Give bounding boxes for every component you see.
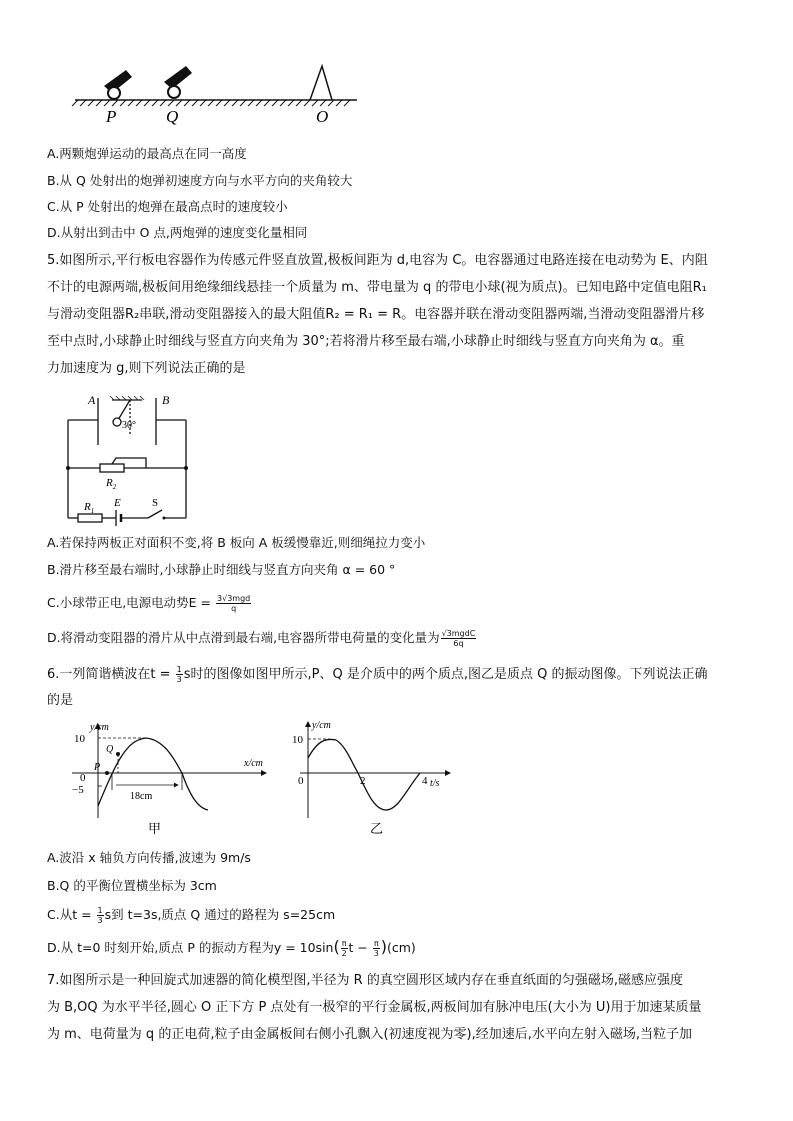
- r2-label: $R_2$: [106, 477, 117, 491]
- jia-y10: 10: [74, 733, 85, 745]
- q5-option-c: C.小球带正电,电源电动势E = $\frac{\text{3√3mgd}}{q}$: [47, 594, 251, 613]
- q4-option-c: C.从 P 处射出的炮弹在最高点时的速度较小: [47, 199, 288, 214]
- q6-option-c: C.从t = $\frac{1}{3}$ s到 t=3s,质点 Q 通过的路程为 s=25cm: [47, 906, 336, 925]
- q5-option-d: D.将滑动变阻器的滑片从中点滑到最右端,电容器所带电荷量的变化量为 $\frac{\text{√3mgdC}}{6q}$: [47, 629, 476, 648]
- e-label: E: [114, 497, 121, 509]
- jia-ym5: −5: [72, 784, 84, 796]
- label-q: Q: [166, 107, 179, 126]
- yi-y10: 10: [292, 734, 303, 746]
- jia-span: 18cm: [130, 791, 153, 802]
- q6-option-a: A.波沿 x 轴负方向传播,波速为 9m/s: [47, 850, 251, 865]
- r1-label: $R_1$: [84, 501, 95, 515]
- jia-label-q: Q: [106, 744, 114, 755]
- q4-option-d: D.从射出到击中 O 点,两炮弹的速度变化量相同: [47, 225, 308, 240]
- q5-option-b: B.滑片移至最右端时,小球静止时细线与竖直方向夹角 α = 60 °: [47, 562, 396, 577]
- s-label: S: [152, 497, 159, 509]
- jia-xlabel: x/cm: [244, 758, 263, 769]
- vibration-figure-yi: [290, 718, 460, 840]
- cannon-q-icon: [164, 66, 192, 98]
- q4-option-a: A.两颗炮弹运动的最高点在同一高度: [47, 146, 247, 161]
- label-p: P: [106, 107, 117, 126]
- yi-xlabel: t/s: [430, 778, 440, 789]
- yi-t2: 2: [360, 775, 366, 787]
- yi-t4: 4: [422, 775, 428, 787]
- q5-option-a: A.若保持两板正对面积不变,将 B 板向 A 板缓慢靠近,则细绳拉力变小: [47, 535, 426, 550]
- wave-figure-jia: [68, 718, 278, 840]
- q5-stem-line-5: 力加速度为 g,则下列说法正确的是: [47, 361, 246, 376]
- q7-stem-line-1: 7.如图所示是一种回旋式加速器的简化模型图,半径为 R 的真空圆形区域内存在垂直纸面的匀强磁场,磁感应强度: [47, 973, 683, 988]
- q6-stem-line-1: 6.一列简谐横波在t = $\frac{1}{3}$ s时的图像如图甲所示,P、Q 是介质中的两个质点,图乙是质点 Q 的振动图像。下列说法正确: [47, 665, 708, 684]
- plate-b-label: B: [162, 393, 170, 407]
- q4-option-b: B.从 Q 处射出的炮弹初速度方向与水平方向的夹角较大: [47, 173, 353, 188]
- jia-label-p: P: [94, 762, 101, 773]
- angle-label: 30°: [122, 420, 136, 431]
- yi-y0: 0: [298, 775, 304, 787]
- q6-option-d: D.从 t=0 时刻开始,质点 P 的振动方程为y = 10sin( $\frac{\pi}{2}$ t − $\frac{\pi}{3}$ )(cm): [47, 937, 416, 958]
- q7-stem-line-2: 为 B,OQ 为水平半径,圆心 O 正下方 P 点处有一极窄的平行金属板,两板间加有脉冲电压(大小为 U)用于加速某质量: [47, 1000, 702, 1015]
- q5-stem-line-1: 5.如图所示,平行板电容器作为传感元件竖直放置,极板间距为 d,电容为 C。电容器通过电路连接在电动势为 E、内阻: [47, 253, 708, 268]
- q6-option-b: B.Q 的平衡位置横坐标为 3cm: [47, 878, 217, 893]
- jia-y0: 0: [80, 772, 86, 784]
- capacitor-circuit-figure: [60, 390, 200, 530]
- q5-stem-line-2: 不计的电源两端,极板间用绝缘细线悬挂一个质量为 m、带电量为 q 的带电小球(视为质点)。已知电路中定值电阻R₁: [47, 280, 707, 295]
- q5-stem-line-3: 与滑动变阻器R₂串联,滑动变阻器接入的最大阻值R₂ = R₁ = R。电容器并联在滑动变阻器两端,当滑动变阻器滑片移: [47, 307, 705, 322]
- cannon-figure: [70, 62, 370, 132]
- q6-stem-line-2: 的是: [47, 693, 74, 708]
- q7-stem-line-3: 为 m、电荷量为 q 的正电荷,粒子由金属板间右侧小孔飘入(初速度视为零),经加速后,水平向左射入磁场,当粒子加: [47, 1027, 692, 1042]
- q5-stem-line-4: 至中点时,小球静止时细线与竖直方向夹角为 30°;若将滑片移至最右端,小球静止时细线与竖直方向夹角为 α。重: [47, 334, 685, 349]
- yi-ylabel: y/cm: [312, 720, 331, 731]
- jia-ylabel: y/cm: [90, 722, 109, 733]
- plate-a-label: A: [88, 393, 96, 407]
- target-o-icon: [310, 66, 332, 100]
- cannon-p-icon: [104, 70, 132, 99]
- yi-caption: 乙: [370, 821, 384, 836]
- jia-caption: 甲: [148, 821, 162, 836]
- label-o: O: [316, 107, 329, 126]
